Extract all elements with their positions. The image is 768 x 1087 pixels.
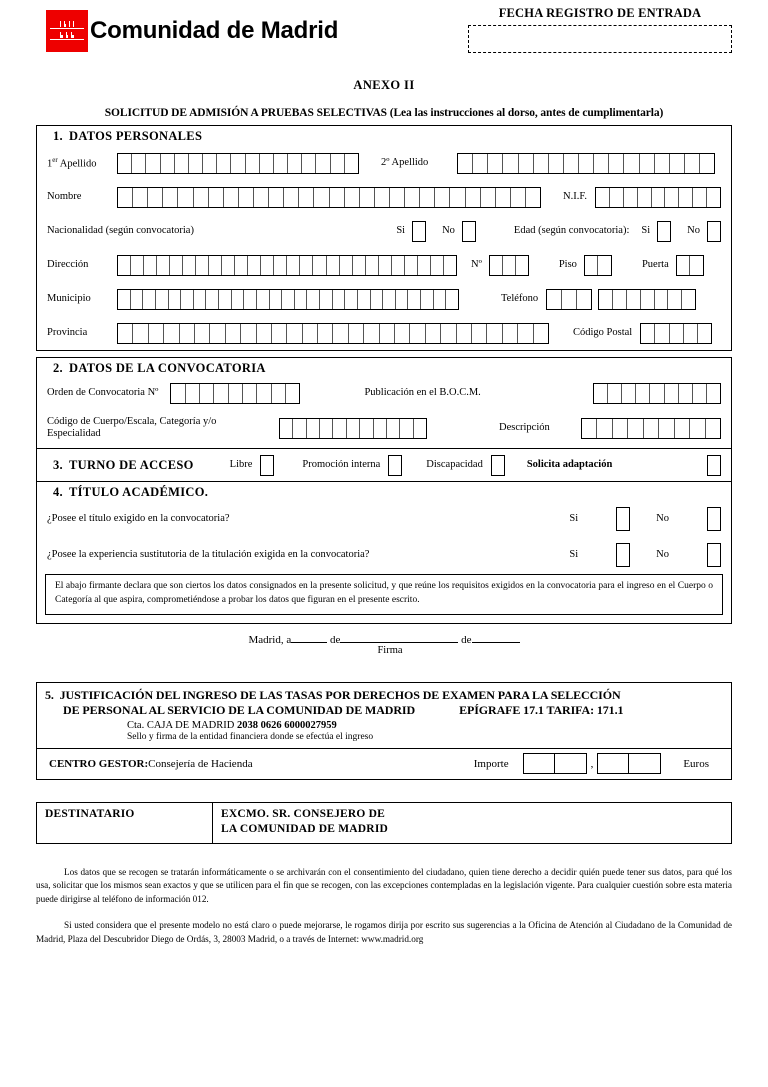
row-titulo-q1 bbox=[37, 502, 731, 536]
telefono-prefijo-input[interactable] bbox=[546, 289, 592, 310]
turno-promocion-interna-label: Promoción interna bbox=[302, 458, 381, 470]
numero-input[interactable] bbox=[489, 255, 529, 276]
titulo-q2-text: ¿Posee la experiencia sustitutoria de la titulación exigida en la convocatoria? bbox=[47, 548, 370, 560]
municipio-input[interactable] bbox=[117, 289, 459, 310]
destinatario-box bbox=[36, 802, 732, 844]
codigo-cuerpo-input[interactable] bbox=[279, 418, 427, 439]
turno-solicita-adaptacion-label: Solicita adaptación bbox=[526, 458, 613, 470]
bocm-input[interactable] bbox=[593, 383, 721, 404]
firma-day-input[interactable] bbox=[291, 642, 327, 643]
section5-sello-text: Sello y firma de la entidad financiera donde se efectúa el ingreso bbox=[127, 731, 374, 742]
codigo-postal-label: Código Postal bbox=[573, 326, 633, 338]
row-turno bbox=[37, 449, 731, 481]
row-provincia-cp bbox=[37, 316, 731, 350]
titulo-q1-si-checkbox[interactable] bbox=[616, 507, 630, 531]
importe-entero-2[interactable] bbox=[555, 753, 587, 774]
firma-de-2: de bbox=[461, 633, 472, 646]
apellido1-input[interactable] bbox=[117, 153, 359, 174]
descripcion-label: Descripción bbox=[499, 421, 550, 433]
descripcion-input[interactable] bbox=[581, 418, 721, 439]
comunidad-de-madrid-crest-icon bbox=[46, 10, 88, 52]
nacionalidad-label: Nacionalidad (según convocatoria) bbox=[47, 224, 194, 236]
row-codigo-descripcion bbox=[37, 408, 731, 448]
firma-year-input[interactable] bbox=[472, 642, 520, 643]
fecha-registro-entrada bbox=[468, 6, 732, 53]
turno-discapacidad-label: Discapacidad bbox=[426, 458, 483, 470]
provincia-input[interactable] bbox=[117, 323, 549, 344]
section2-title: 2. DATOS DE LA CONVOCATORIA bbox=[53, 361, 266, 375]
firma-label: Firma bbox=[377, 644, 403, 656]
edad-label: Edad (según convocatoria): bbox=[513, 224, 630, 236]
destinatario-value: EXCMO. SR. CONSEJERO DE LA COMUNIDAD DE MADRID bbox=[221, 807, 388, 836]
section5-cuenta: Cta. CAJA DE MADRID 2038 0626 6000027959 bbox=[127, 719, 337, 731]
centro-gestor-row bbox=[36, 748, 732, 780]
section5-header bbox=[36, 682, 732, 748]
euros-label: Euros bbox=[683, 757, 709, 770]
centro-gestor-value: Consejería de Hacienda bbox=[148, 757, 253, 770]
titulo-q2-no-checkbox[interactable] bbox=[707, 543, 721, 567]
logo-text: Comunidad de Madrid bbox=[90, 17, 339, 44]
row-nombre-nif bbox=[37, 180, 731, 214]
declaracion-text: El abajo firmante declara que son ciertos los datos consignados en la presente solicitud, y que reúne los requisitos exigidos en la convocatoria para el ingreso en el Cuerpo o Categoría al que aspira, comprometiéndose a probar los datos que figuran en el presente escrito. bbox=[45, 574, 723, 615]
section-justificacion-tasas bbox=[36, 682, 732, 780]
numero-label: Nº bbox=[471, 258, 482, 270]
nacionalidad-si-checkbox[interactable] bbox=[412, 221, 426, 242]
importe-entero-1[interactable] bbox=[523, 753, 555, 774]
codigo-cuerpo-label: Código de Cuerpo/Escala, Categoría y/o Especialidad bbox=[47, 415, 217, 439]
nacionalidad-si-label: Si bbox=[396, 224, 406, 236]
nif-input[interactable] bbox=[595, 187, 721, 208]
section4-title: 4. TÍTULO ACADÉMICO. bbox=[53, 485, 209, 499]
titulo-q1-text: ¿Posee el título exigido en la convocatoria? bbox=[47, 512, 230, 524]
telefono-label: Teléfono bbox=[501, 292, 539, 304]
footer-paragraph-2: Si usted considera que el presente modelo no está claro o puede mejorarse, le rogamos dirija por escrito sus sugerencias a la Oficina de Atención al Ciudadano de la Comunidad de Madrid, Plaza del Descubridor Diego de Ordás, 3, 28003 Madrid, o a través de Internet: www.madrid.org bbox=[36, 919, 732, 944]
footer-paragraph-1: Los datos que se recogen se tratarán informáticamente o se archivarán con el consentimiento del ciudadano, quien tiene derecho a decidir quién puede tener sus datos, para qué los usa, solicitar que los mismos sean exactos y que se utilicen para el fin que se recogen, con las excepciones contempladas en la legislación vigente. Para cualquier cuestión sobre esta materia puede dirigirse al teléfono de información 012. bbox=[36, 866, 732, 905]
puerta-input[interactable] bbox=[676, 255, 704, 276]
turno-solicita-adaptacion-checkbox[interactable] bbox=[707, 455, 721, 476]
apellido1-label: 1er Apellido bbox=[47, 155, 97, 170]
nombre-input[interactable] bbox=[117, 187, 541, 208]
section5-title-line2: DE PERSONAL AL SERVICIO DE LA COMUNIDAD DE MADRID EPÍGRAFE 17.1 TARIFA: 171.1 bbox=[63, 702, 624, 717]
direccion-label: Dirección bbox=[47, 258, 89, 270]
direccion-input[interactable] bbox=[117, 255, 457, 276]
orden-convocatoria-label: Orden de Convocatoria Nº bbox=[47, 386, 159, 398]
section5-title: 5. JUSTIFICACIÓN DEL INGRESO DE LAS TASAS POR DERECHOS DE EXAMEN PARA LA SELECCIÓN bbox=[45, 687, 621, 702]
section-turno-acceso bbox=[36, 449, 732, 482]
nombre-label: Nombre bbox=[47, 190, 82, 202]
firma-city-prefix: Madrid, a bbox=[248, 633, 292, 646]
turno-promocion-interna-checkbox[interactable] bbox=[388, 455, 402, 476]
codigo-postal-input[interactable] bbox=[640, 323, 712, 344]
provincia-label: Provincia bbox=[47, 326, 88, 338]
importe-decimal-separator: , bbox=[590, 757, 594, 770]
apellido2-input[interactable] bbox=[457, 153, 715, 174]
row-orden-bocm bbox=[37, 378, 731, 408]
turno-discapacidad-checkbox[interactable] bbox=[491, 455, 505, 476]
importe-label: Importe bbox=[473, 757, 509, 770]
row-direccion bbox=[37, 248, 731, 282]
page-header bbox=[36, 0, 732, 72]
importe-decimal-2[interactable] bbox=[629, 753, 661, 774]
puerta-label: Puerta bbox=[641, 258, 669, 270]
titulo-q1-no-label: No bbox=[656, 512, 669, 524]
edad-no-label: No bbox=[687, 224, 700, 236]
solicitud-subtitle: SOLICITUD DE ADMISIÓN A PRUEBAS SELECTIVAS (Lea las instrucciones al dorso, antes de cumplimentarla) bbox=[104, 107, 664, 119]
turno-libre-label: Libre bbox=[229, 458, 253, 470]
turno-libre-checkbox[interactable] bbox=[260, 455, 274, 476]
anexo-title: ANEXO II bbox=[353, 78, 415, 92]
section-datos-personales bbox=[36, 125, 732, 351]
nif-label: N.I.F. bbox=[563, 190, 587, 202]
edad-no-checkbox[interactable] bbox=[707, 221, 721, 242]
firma-month-input[interactable] bbox=[340, 642, 458, 643]
row-apellidos bbox=[37, 146, 731, 180]
municipio-label: Municipio bbox=[47, 292, 91, 304]
nacionalidad-no-label: No bbox=[442, 224, 455, 236]
nacionalidad-no-checkbox[interactable] bbox=[462, 221, 476, 242]
edad-si-label: Si bbox=[641, 224, 651, 236]
row-nacionalidad-edad bbox=[37, 214, 731, 248]
centro-gestor-label: CENTRO GESTOR: bbox=[49, 757, 149, 770]
titulo-q2-si-label: Si bbox=[569, 548, 579, 560]
telefono-input[interactable] bbox=[598, 289, 696, 310]
fecha-registro-stamp-area[interactable] bbox=[468, 25, 732, 53]
bocm-label: Publicación en el B.O.C.M. bbox=[364, 386, 481, 398]
piso-input[interactable] bbox=[584, 255, 612, 276]
importe-decimal-1[interactable] bbox=[597, 753, 629, 774]
logo-lockup bbox=[46, 10, 338, 52]
section3-title: 3. TURNO DE ACCESO bbox=[53, 457, 194, 472]
edad-si-checkbox[interactable] bbox=[657, 221, 671, 242]
section-datos-convocatoria bbox=[36, 357, 732, 449]
firma-de-1: de bbox=[329, 633, 341, 646]
piso-label: Piso bbox=[558, 258, 577, 270]
orden-convocatoria-input[interactable] bbox=[170, 383, 300, 404]
titulo-q2-si-checkbox[interactable] bbox=[616, 543, 630, 567]
section1-title: 1. DATOS PERSONALES bbox=[53, 129, 203, 143]
titulo-q1-si-label: Si bbox=[569, 512, 579, 524]
titulo-q2-no-label: No bbox=[656, 548, 669, 560]
fecha-registro-label: FECHA REGISTRO DE ENTRADA bbox=[498, 6, 702, 20]
titulo-q1-no-checkbox[interactable] bbox=[707, 507, 721, 531]
section-titulo-academico bbox=[36, 482, 732, 624]
row-municipio-telefono bbox=[37, 282, 731, 316]
destinatario-label: DESTINATARIO bbox=[37, 803, 213, 843]
footer-legal bbox=[36, 866, 732, 947]
apellido2-label: 2º Apellido bbox=[381, 156, 429, 168]
row-titulo-q2 bbox=[37, 536, 731, 574]
